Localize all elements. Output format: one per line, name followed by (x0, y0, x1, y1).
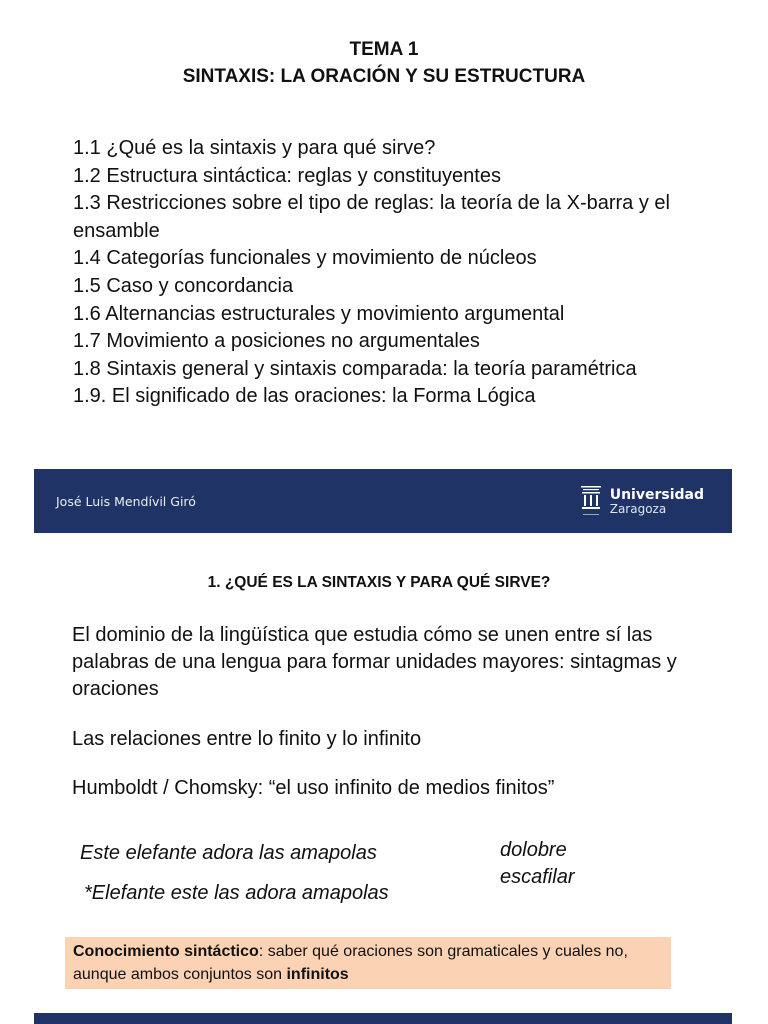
toc-item: 1.5 Caso y concordancia (73, 274, 294, 297)
toc-item: 1.9. El significado de las oraciones: la Forma Lógica (73, 385, 536, 408)
grammatical-example: Este elefante adora las amapolas (80, 842, 377, 864)
university-logo (580, 485, 704, 519)
title-line-1: TEMA 1 (349, 39, 419, 60)
title-line-2: SINTAXIS: LA ORACIÓN Y SU ESTRUCTURA (182, 66, 586, 87)
toc-item: 1.2 Estructura sintáctica: reglas y constituyentes (73, 164, 501, 187)
slide-title (0, 36, 768, 90)
ungrammatical-example: *Elefante este las adora amapolas (84, 882, 389, 904)
toc-item: 1.8 Sintaxis general y sintaxis comparada: la teoría paramétrica (73, 357, 637, 380)
definition-paragraph: El dominio de la lingüística que estudia cómo se unen entre sí las palabras de una lengua para formar unidades mayores: sintagmas y oraciones (72, 624, 677, 700)
toc-item: 1.3 Restricciones sobre el tipo de reglas: la teoría de la X-barra y el ensamble (73, 192, 670, 242)
syntactic-knowledge-note (65, 937, 671, 989)
note-text: : saber qué oraciones son gramaticales y cuales no, aunque ambos conjuntos son (73, 943, 628, 983)
table-of-contents (73, 135, 683, 411)
footer-band (34, 469, 732, 533)
logo-name: Universidad (609, 487, 704, 503)
university-crest-icon (580, 485, 602, 519)
nonce-word-example: dolobre (500, 839, 567, 861)
toc-item: 1.7 Movimiento a posiciones no argumentales (73, 330, 480, 353)
section-heading: 1. ¿QUÉ ES LA SINTAXIS Y PARA QUÉ SIRVE? (207, 574, 551, 591)
humboldt-quote: Humboldt / Chomsky: “el uso infinito de medios finitos” (72, 777, 555, 799)
finite-infinite-paragraph: Las relaciones entre lo finito y lo infinito (72, 728, 422, 750)
toc-item: 1.1 ¿Qué es la sintaxis y para qué sirve? (73, 137, 436, 159)
footer-author: José Luis Mendívil Giró (56, 494, 196, 509)
nonce-word-example: escafilar (500, 866, 575, 888)
logo-city: Zaragoza (609, 502, 667, 516)
note-bold-infinite: infinitos (286, 966, 349, 983)
bottom-band (34, 1013, 732, 1024)
toc-item: 1.6 Alternancias estructurales y movimiento argumental (73, 302, 565, 325)
note-bold-term: Conocimiento sintáctico (73, 943, 259, 960)
toc-item: 1.4 Categorías funcionales y movimiento de núcleos (73, 247, 537, 270)
